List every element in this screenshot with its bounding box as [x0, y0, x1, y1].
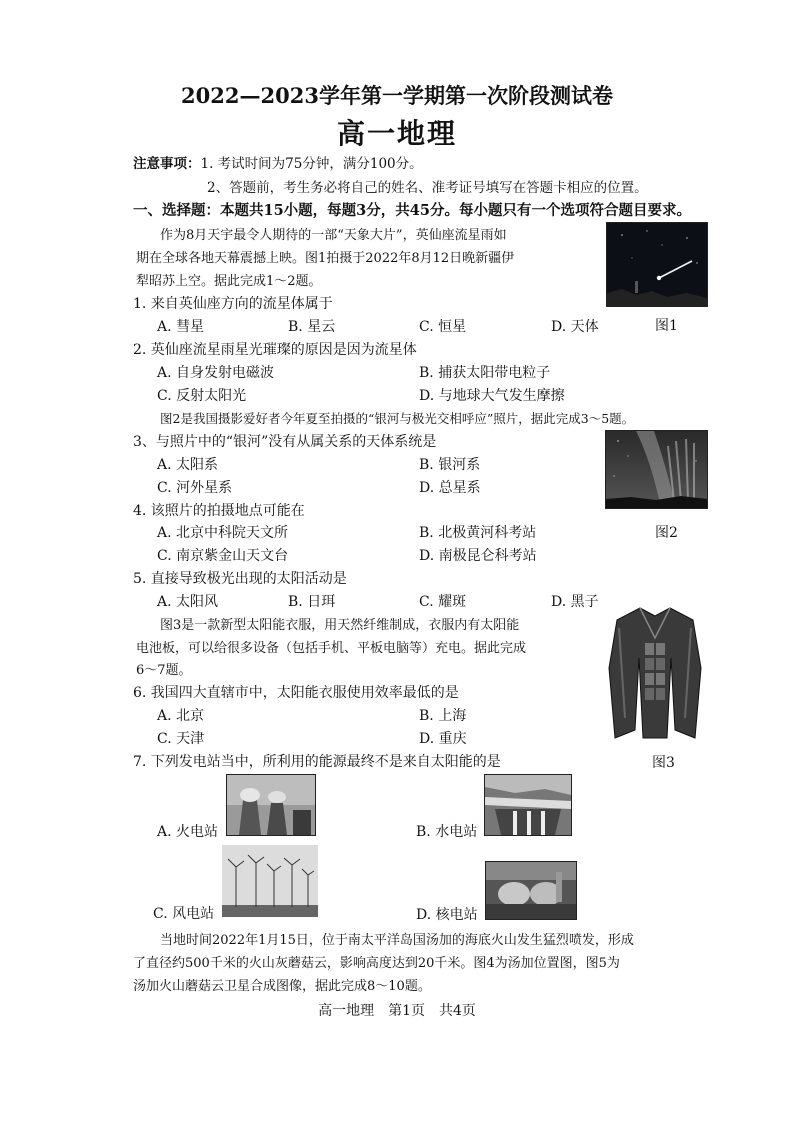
- notes-label: 注意事项：: [133, 156, 201, 172]
- q7-stem: 7. 下列发电站当中，所利用的能源最终不是来自太阳能的是: [133, 754, 501, 770]
- q7-option-a: A. 火电站: [157, 824, 219, 840]
- exam-title: 2022—2023学年第一学期第一次阶段测试卷: [181, 83, 613, 108]
- q2-option-d: D. 与地球大气发生摩擦: [419, 388, 565, 404]
- thermal-plant-art: [227, 775, 315, 835]
- q1-stem: 1. 来自英仙座方向的流星体属于: [133, 296, 333, 312]
- intro3-line3: 6～7题。: [136, 663, 192, 678]
- q3-option-b: B. 银河系: [419, 457, 481, 473]
- q6-option-b: B. 上海: [419, 708, 467, 724]
- intro3-line1: 图3是一款新型太阳能衣服，用天然纤维制成，衣服内有太阳能: [160, 618, 520, 633]
- q5-option-c: C. 耀斑: [419, 594, 467, 610]
- milkyway-photo-art: [606, 431, 707, 508]
- q7-option-c: C. 风电站: [153, 906, 215, 922]
- q3-option-a: A. 太阳系: [157, 457, 219, 473]
- q4-option-a: A. 北京中科院天文所: [157, 525, 289, 541]
- fig1-caption: 图1: [655, 318, 678, 334]
- q4-option-d: D. 南极昆仑科考站: [419, 548, 537, 564]
- notes-item-2: 2、答题前，考生务必将自己的姓名、准考证号填写在答题卡相应的位置。: [207, 180, 648, 196]
- q3-option-c: C. 河外星系: [157, 480, 233, 496]
- notes-item-1: 1. 考试时间为75分钟，满分100分。: [200, 156, 423, 172]
- q4-stem: 4. 该照片的拍摄地点可能在: [133, 503, 305, 519]
- solar-jacket-art: [605, 598, 705, 744]
- section-heading: 一、选择题：本题共15小题，每题3分，共45分。每小题只有一个选项符合题目要求。: [133, 202, 691, 219]
- solar-jacket-photo: [605, 598, 705, 744]
- q6-option-a: A. 北京: [157, 708, 205, 724]
- q1-option-b: B. 星云: [288, 319, 336, 335]
- intro1-line2: 期在全球各地天幕震撼上映。图1拍摄于2022年8月12日晚新疆伊: [136, 251, 515, 266]
- q7-option-b: B. 水电站: [416, 824, 478, 840]
- meteor-photo: [606, 222, 708, 307]
- q5-stem: 5. 直接导致极光出现的太阳活动是: [133, 571, 347, 587]
- thermal-plant-photo: [226, 774, 316, 836]
- q2-stem: 2. 英仙座流星雨星光璀璨的原因是因为流星体: [133, 342, 417, 358]
- page-footer: 高一地理 第1页 共4页: [318, 1003, 476, 1019]
- subject-title: 高一地理: [336, 117, 457, 150]
- intro4-line3: 汤加火山蘑菇云卫星合成图像，据此完成8～10题。: [133, 979, 431, 994]
- nuclear-plant-art: [486, 862, 576, 919]
- q6-option-d: D. 重庆: [419, 731, 467, 747]
- milkyway-photo: [605, 430, 708, 509]
- wind-farm-art: [222, 845, 318, 917]
- meteor-photo-art: [607, 223, 707, 306]
- q5-option-b: B. 日珥: [288, 594, 336, 610]
- intro2-text: 图2是我国摄影爱好者今年夏至拍摄的“银河与极光交相呼应”照片，据此完成3～5题。: [160, 411, 635, 426]
- hydro-plant-art: [485, 775, 571, 835]
- intro1-line1: 作为8月天宇最令人期待的一部“天象大片”，英仙座流星雨如: [160, 228, 507, 243]
- intro4-line1: 当地时间2022年1月15日，位于南太平洋岛国汤加的海底火山发生猛烈喷发，形成: [160, 933, 634, 948]
- q5-option-d: D. 黑子: [551, 594, 599, 610]
- q6-option-c: C. 天津: [157, 731, 205, 747]
- q6-stem: 6. 我国四大直辖市中，太阳能衣服使用效率最低的是: [133, 685, 459, 701]
- nuclear-plant-photo: [485, 861, 577, 920]
- intro3-line2: 电池板，可以给很多设备（包括手机、平板电脑等）充电。据此完成: [136, 641, 527, 656]
- q3-stem: 3、与照片中的“银河”没有从属关系的天体系统是: [133, 434, 437, 450]
- fig3-caption: 图3: [652, 755, 675, 771]
- q2-option-a: A. 自身发射电磁波: [157, 365, 275, 381]
- intro4-line2: 了直径约500千米的火山灰蘑菇云，影响高度达到20千米。图4为汤加位置图，图5为: [133, 956, 620, 971]
- hydro-plant-photo: [484, 774, 572, 836]
- q1-option-d: D. 天体: [551, 319, 599, 335]
- q4-option-b: B. 北极黄河科考站: [419, 525, 537, 541]
- intro1-line3: 犁昭苏上空。据此完成1～2题。: [136, 274, 322, 289]
- q2-option-c: C. 反射太阳光: [157, 388, 247, 404]
- q1-option-c: C. 恒星: [419, 319, 467, 335]
- q1-option-a: A. 彗星: [157, 319, 205, 335]
- q3-option-d: D. 总星系: [419, 480, 481, 496]
- q4-option-c: C. 南京紫金山天文台: [157, 548, 289, 564]
- wind-farm-photo: [222, 845, 318, 917]
- q5-option-a: A. 太阳风: [157, 594, 219, 610]
- fig2-caption: 图2: [655, 525, 678, 541]
- notes-block: [133, 152, 423, 172]
- q2-option-b: B. 捕获太阳带电粒子: [419, 365, 551, 381]
- q7-option-d: D. 核电站: [416, 907, 478, 923]
